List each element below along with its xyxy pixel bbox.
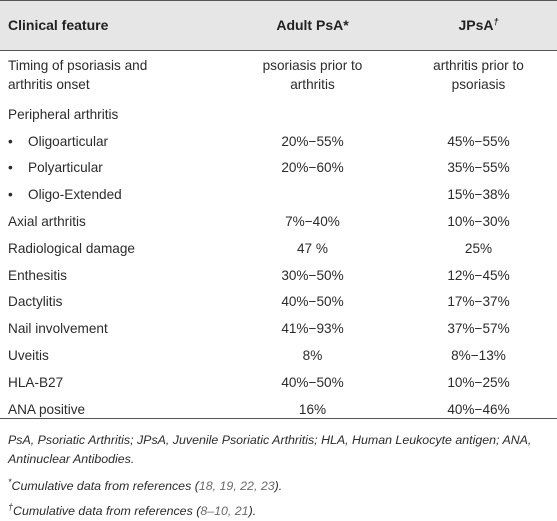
bullet-icon: • <box>8 133 13 149</box>
feature-label: Enthesitis <box>8 267 67 283</box>
jpsa-value-cell: 17%−37% <box>447 294 510 310</box>
feature-cell <box>0 128 225 155</box>
feature-cell <box>0 101 225 128</box>
table-row <box>0 128 557 155</box>
feature-cell <box>0 208 225 235</box>
feature-label: Dactylitis <box>8 294 63 310</box>
feature-cell <box>0 181 225 208</box>
feature-label: HLA-B27 <box>8 374 64 390</box>
feature-cell <box>0 342 225 369</box>
jpsa-value-cell: 35%−55% <box>447 160 510 176</box>
footnote-text: Cumulative data from references ( <box>11 479 199 493</box>
feature-label: Radiological damage <box>8 240 135 256</box>
feature-label: Timing of psoriasis and arthritis onset <box>8 58 148 92</box>
footnote-end: ). <box>248 504 257 518</box>
table-footnotes <box>8 431 553 521</box>
footnote-jpsa <box>8 502 553 521</box>
table-body <box>0 50 557 423</box>
feature-cell <box>0 262 225 289</box>
adult-value-cell: 20%−55% <box>281 133 344 149</box>
jpsa-timing-text: arthritis prior to psoriasis <box>433 58 524 92</box>
table-row <box>0 208 557 235</box>
feature-label: Oligo-Extended <box>28 187 122 203</box>
jpsa-value-cell: 12%−45% <box>447 267 510 283</box>
jpsa-value-cell: 10%−30% <box>447 214 510 230</box>
table-row <box>0 289 557 316</box>
column-header-feature: Clinical feature <box>8 16 109 33</box>
abbreviations-note: PsA, Psoriatic Arthritis; JPsA, Juvenile Psoriatic Arthritis; HLA, Human Leukocyte antigen; ANA, Antinuclear Antibodies. <box>8 433 532 466</box>
feature-cell <box>0 235 225 262</box>
reference-link[interactable]: 18, 19, 22, 23 <box>198 479 275 493</box>
column-header-jpsa <box>400 0 557 50</box>
table-header-row <box>0 0 557 50</box>
footnote-text: Cumulative data from references ( <box>13 504 201 518</box>
feature-label: ANA positive <box>8 401 86 417</box>
feature-label: Oligoarticular <box>28 133 109 149</box>
jpsa-value-cell: 8%−13% <box>451 348 506 364</box>
footnote-mark-dagger: † <box>8 501 14 512</box>
footnote-adult <box>8 477 553 496</box>
feature-cell <box>0 315 225 342</box>
jpsa-value-cell: 15%−38% <box>447 187 510 203</box>
jpsa-footnote-mark: † <box>493 15 499 26</box>
table-row <box>0 101 557 128</box>
table-row <box>0 396 557 423</box>
jpsa-value-cell: 10%−25% <box>447 374 510 390</box>
table-row <box>0 155 557 182</box>
adult-value-cell: 47 % <box>297 240 328 256</box>
table-row <box>0 181 557 208</box>
feature-label: Uveitis <box>8 348 49 364</box>
table-row <box>0 315 557 342</box>
adult-value-cell: 20%−60% <box>281 160 344 176</box>
adult-value-cell: 16% <box>298 401 327 417</box>
table-row <box>0 369 557 396</box>
feature-cell <box>0 396 225 423</box>
adult-value-cell: 30%−50% <box>281 267 344 283</box>
adult-value-cell: 8% <box>302 348 323 364</box>
adult-label: Adult PsA <box>276 16 344 33</box>
adult-value-cell: 40%−50% <box>281 294 344 310</box>
feature-label: Axial arthritis <box>8 214 86 230</box>
feature-cell <box>0 369 225 396</box>
jpsa-value-cell <box>400 50 557 101</box>
feature-label: Polyarticular <box>28 160 103 176</box>
table-row <box>0 262 557 289</box>
adult-value-cell: 40%−50% <box>281 374 344 390</box>
adult-value-cell: 41%−93% <box>281 321 344 337</box>
jpsa-label: JPsA <box>458 16 494 33</box>
adult-value-cell <box>225 181 400 208</box>
jpsa-value-cell <box>400 101 557 128</box>
bullet-icon: • <box>8 187 13 203</box>
table-row <box>0 50 557 101</box>
adult-value-cell <box>225 101 400 128</box>
footnote-end: ). <box>274 479 283 493</box>
footnote-mark-asterisk: * <box>8 476 12 487</box>
reference-link[interactable]: 8–10, 21 <box>200 504 249 518</box>
adult-timing-text: psoriasis prior to arthritis <box>262 58 363 92</box>
column-header-adult <box>225 0 400 50</box>
feature-cell <box>0 289 225 316</box>
jpsa-value-cell: 45%−55% <box>447 133 510 149</box>
table-row <box>0 235 557 262</box>
bullet-icon: • <box>8 160 13 176</box>
jpsa-value-cell: 40%−46% <box>447 401 510 417</box>
adult-value-cell: 7%−40% <box>285 214 340 230</box>
feature-label: Peripheral arthritis <box>8 106 119 122</box>
table-row <box>0 342 557 369</box>
feature-cell <box>0 50 225 101</box>
feature-label: Nail involvement <box>8 321 108 337</box>
adult-footnote-mark: * <box>343 16 349 33</box>
jpsa-value-cell: 37%−57% <box>447 321 510 337</box>
jpsa-value-cell: 25% <box>464 240 493 256</box>
feature-cell <box>0 155 225 182</box>
adult-value-cell <box>225 50 400 101</box>
